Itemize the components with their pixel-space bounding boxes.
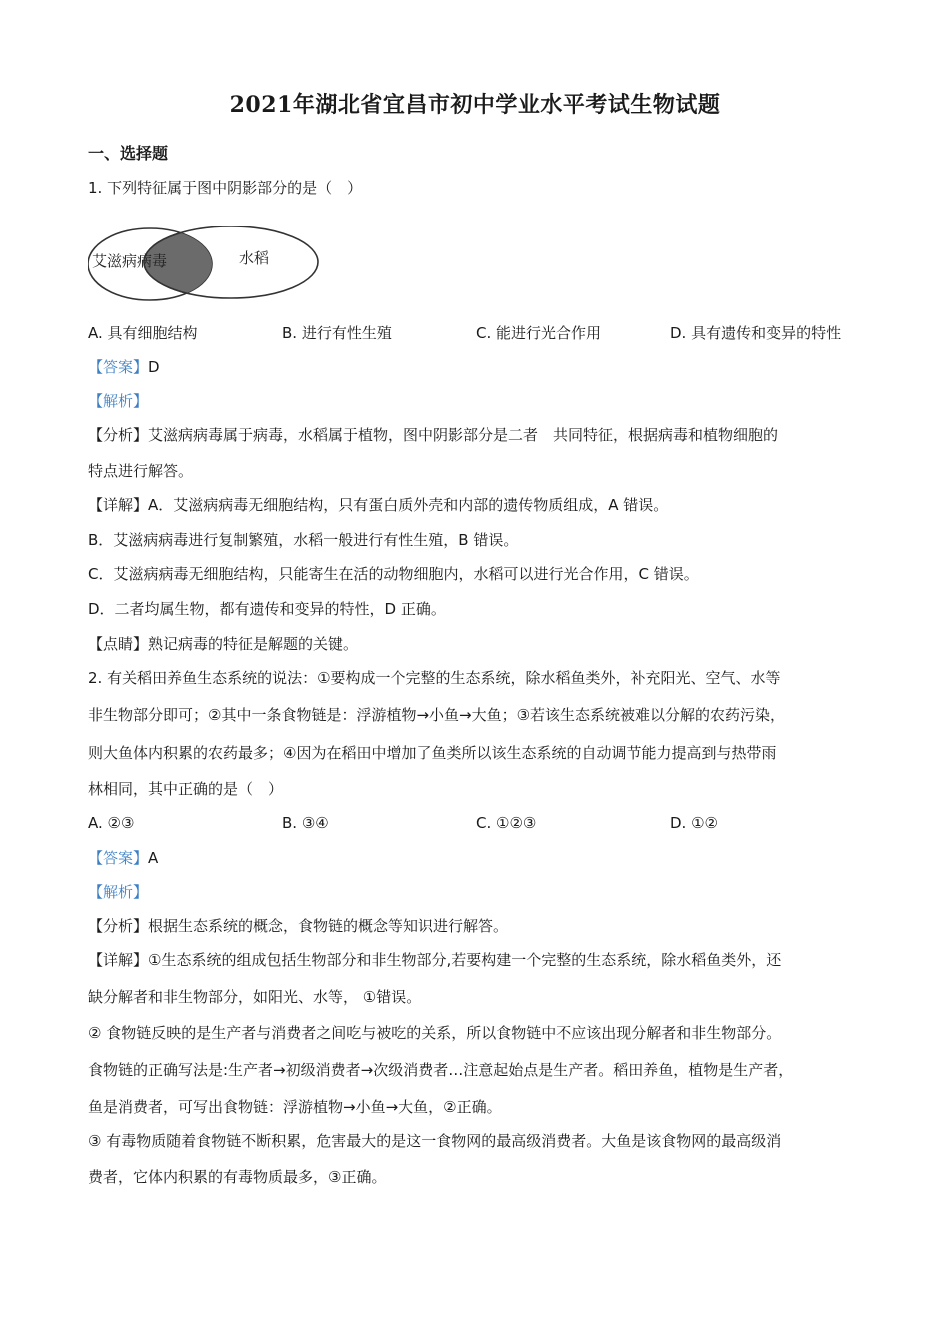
q2-option-a: A. ②③ <box>88 814 135 832</box>
q1-xiangjie-a: 【详解】A．艾滋病病毒无细胞结构，只有蛋白质外壳和内部的遗传物质组成，A 错误。 <box>88 496 669 514</box>
q2-stem-3: 则大鱼体内积累的农药最多；④因为在稻田中增加了鱼类所以该生态系统的自动调节能力提高到与热带雨 <box>88 744 777 762</box>
q2-stem-1: 2. 有关稻田养鱼生态系统的说法：①要构成一个完整的生态系统，除水稻鱼类外，补充阳光、空气、水等 <box>88 669 781 687</box>
q2-option-b: B. ③④ <box>282 814 329 832</box>
answer-value: A <box>148 849 159 867</box>
q1-option-c: C. 能进行光合作用 <box>476 324 602 342</box>
answer-tag: 【答案】 <box>88 358 149 376</box>
q2-answer <box>88 847 878 869</box>
q1-option-a: A. 具有细胞结构 <box>88 324 198 342</box>
q2-stem-2: 非生物部分即可；②其中一条食物链是：浮游植物→小鱼→大鱼；③若该生态系统被难以分解的农药污染， <box>88 706 786 724</box>
venn-diagram <box>88 226 324 306</box>
q2-option-c: C. ①②③ <box>476 814 537 832</box>
q1-xiangjie-c: C．艾滋病病毒无细胞结构，只能寄生在活的动物细胞内，水稻可以进行光合作用，C 错误。 <box>88 565 699 583</box>
q2-xiangjie-3: ② 食物链反映的是生产者与消费者之间吃与被吃的关系，所以食物链中不应该出现分解者和非生物部分。 <box>88 1024 782 1042</box>
q1-answer <box>88 356 878 378</box>
q2-xiangjie-7: 费者，它体内积累的有毒物质最多，③正确。 <box>88 1168 387 1186</box>
q2-xiangjie-1: 【详解】①生态系统的组成包括生物部分和非生物部分,若要构建一个完整的生态系统，除水稻鱼类外，还 <box>88 951 782 969</box>
q1-fenxi-cont: 特点进行解答。 <box>88 462 194 480</box>
venn-left-label: 艾滋病病毒 <box>92 252 168 270</box>
q1-fenxi: 【分析】艾滋病病毒属于病毒，水稻属于植物，图中阴影部分是二者 共同特征，根据病毒和植物细胞的 <box>88 426 779 444</box>
q2-option-d: D. ①② <box>670 814 718 832</box>
q2-stem-4: 林相同，其中正确的是（ ） <box>88 780 284 798</box>
q1-analysis-tag: 【解析】 <box>88 392 149 410</box>
q2-analysis-tag: 【解析】 <box>88 883 149 901</box>
q1-option-b: B. 进行有性生殖 <box>282 324 392 342</box>
venn-right-label: 水稻 <box>239 249 270 267</box>
q1-dianjing: 【点睛】熟记病毒的特征是解题的关键。 <box>88 635 359 653</box>
q2-xiangjie-5: 鱼是消费者，可写出食物链：浮游植物→小鱼→大鱼，②正确。 <box>88 1098 502 1116</box>
q1-xiangjie-d: D．二者均属生物，都有遗传和变异的特性，D 正确。 <box>88 600 446 618</box>
answer-tag: 【答案】 <box>88 849 149 867</box>
q1-xiangjie-b: B．艾滋病病毒进行复制繁殖，水稻一般进行有性生殖，B 错误。 <box>88 531 519 549</box>
answer-value: D <box>148 358 160 376</box>
q2-xiangjie-4: 食物链的正确写法是:生产者→初级消费者→次级消费者…注意起始点是生产者。稻田养鱼，植物是生产者， <box>88 1061 794 1079</box>
q2-fenxi: 【分析】根据生态系统的概念，食物链的概念等知识进行解答。 <box>88 917 509 935</box>
q2-xiangjie-2: 缺分解者和非生物部分，如阳光、水等， ①错误。 <box>88 988 422 1006</box>
section-heading: 一、选择题 <box>88 144 169 163</box>
q2-xiangjie-6: ③ 有毒物质随着食物链不断积累，危害最大的是这一食物网的最高级消费者。大鱼是该食物网的最高级消 <box>88 1132 782 1150</box>
q1-stem: 1. 下列特征属于图中阴影部分的是（ ） <box>88 179 363 197</box>
page-title: 2021年湖北省宜昌市初中学业水平考试生物试题 <box>229 92 721 118</box>
q1-option-d: D. 具有遗传和变异的特性 <box>670 324 842 342</box>
